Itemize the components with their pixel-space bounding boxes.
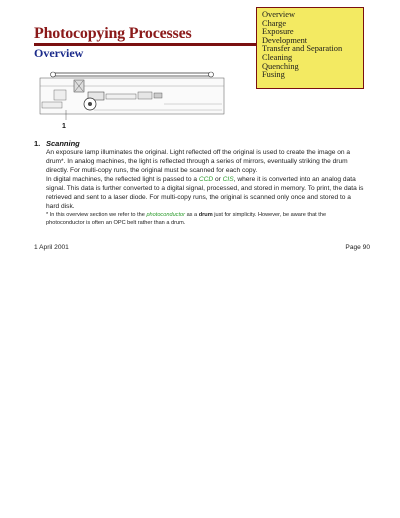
footer-date: 1 April 2001 bbox=[34, 244, 69, 251]
page-footer bbox=[34, 244, 370, 251]
platen-rail bbox=[52, 73, 212, 76]
nav-item-quenching[interactable]: Quenching bbox=[262, 61, 299, 71]
footnote: * In this overview section we refer to the photoconductor as a drum just for simplicity. However, be aware that the photoconductor is often an OPC belt rather than a drum. bbox=[46, 212, 327, 227]
nav-box bbox=[256, 7, 364, 89]
photoconductor-link[interactable]: photoconductor bbox=[146, 212, 186, 218]
scanning-section bbox=[34, 139, 364, 228]
paragraph-digital: In digital machines, the reflected light is passed to a CCD or CIS, where it is converted into an analog data signal. This data is further converted to a digital signal, processed, and stored in memory. To print, the data is retrieved and sent to a laser diode. For multi-copy runs, the original is scanned only once and stored to a hard disk. bbox=[46, 176, 364, 210]
scanner-diagram bbox=[34, 66, 234, 130]
diagram-label: 1 bbox=[62, 123, 66, 130]
cis-link[interactable]: CIS bbox=[222, 176, 234, 183]
paragraph-analog: An exposure lamp illuminates the original. Light reflected off the original is used to create the image on a drum*. In analog machines, the light is reflected through a series of mirrors, eventually striking the drum directly. For multi-copy runs, the original must be scanned for each copy. bbox=[46, 149, 351, 174]
nav-item-cleaning[interactable]: Cleaning bbox=[262, 52, 293, 62]
section-heading bbox=[34, 139, 364, 148]
section-body bbox=[46, 148, 364, 228]
page-subtitle: Overview bbox=[34, 46, 84, 60]
nav-item-overview[interactable]: Overview bbox=[262, 10, 296, 19]
footer-page-number: Page 90 bbox=[345, 244, 370, 251]
ccd-link[interactable]: CCD bbox=[198, 176, 214, 183]
page-title: Photocopying Processes bbox=[34, 25, 192, 42]
nav-item-transfer[interactable]: Transfer and Separation bbox=[262, 44, 343, 54]
section-title: Scanning bbox=[46, 139, 80, 148]
nav-item-fusing[interactable]: Fusing bbox=[262, 70, 285, 80]
nav-item-exposure[interactable]: Exposure bbox=[262, 27, 294, 37]
nav-item-charge[interactable]: Charge bbox=[262, 18, 287, 28]
nav-item-development[interactable]: Development bbox=[262, 35, 308, 45]
section-number: 1. bbox=[34, 139, 41, 148]
